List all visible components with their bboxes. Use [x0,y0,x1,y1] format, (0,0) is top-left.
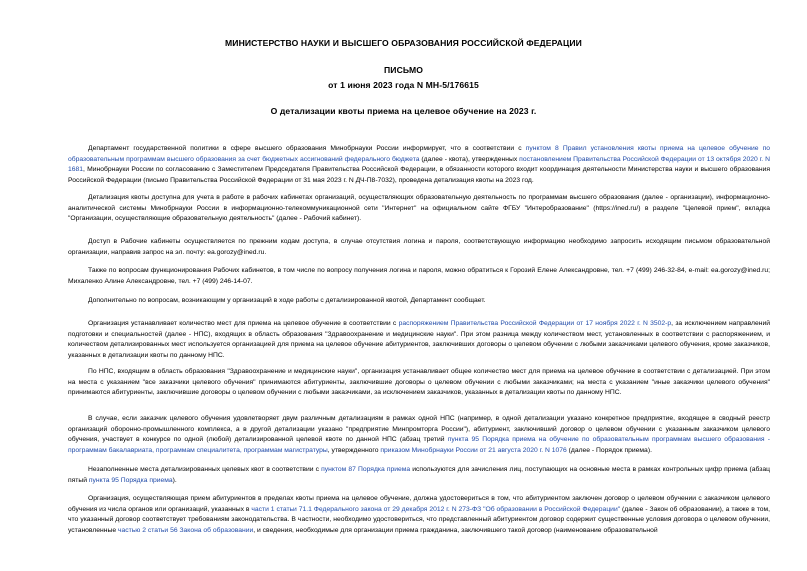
paragraph-text: Организация устанавливает количество мест для приема на целевое обучение в соответствии с [88,320,399,327]
paragraph-text: (далее - Закон об образовании), а также в том, что указанный договор соответствует требованиям законодательства. В частности, необходимо удостовериться, что представленный абитуриентом договор содержит существенные условия договора о целевом обучении, установленные [68,505,771,534]
link-government-decree-1681[interactable]: постановлением Правительства Российской Федерации от 13 октября 2020 г. N 1681 [68,155,770,173]
paragraph-text: используются для зачисления лиц, поступающих на основные места в рамках контрольных цифр приема (абзац пятый [68,466,770,484]
link-admission-procedure-p95[interactable]: пункта 95 Порядка приема на обучение по образовательным программам высшего образования - программам бакалавриата, программам специалитета, программам магистратуры [68,436,770,454]
link-admission-procedure-p95-para5[interactable]: пункта 95 Порядка приема [88,476,173,484]
paragraph-3: Доступ в Рабочие кабинеты осуществляется по прежним кодам доступа, в случае отсутствия логина и пароля, соответствующую информацию необходимо запросить исходящим письмом образовательной организации, направив запрос на эл. почту: ea.gorozy@ined.ru. [68,238,770,256]
paragraph-9 [68,465,770,486]
paragraph-8 [68,414,770,456]
paragraph-10 [68,494,770,536]
link-order-1076[interactable]: приказом Минобрнауки России от 21 августа 2020 г. N 1076 [380,446,567,454]
paragraph-2: Детализация квоты доступна для учета в работе в рабочих кабинетах организаций, осуществляющих образовательную деятельность по программам высшего образования (далее - организации), информационно-аналитической системы Минобрнауки России в информационно-телекоммуникационной сети "Интернет" на официальном сайте ФГБУ "Интеробразование" (https://ined.ru/) в разделе "Целевой прием", вкладка "Организации, осуществляющие образовательную деятельность" (далее - Рабочий кабинет). [68,194,770,222]
document-subject: О детализации квоты приема на целевое обучение на 2023 г. [270,106,537,116]
paragraph-text: В случае, если заказчик целевого обучения удовлетворяет двум различным детализациям в рамках одной НПС (например, в одной детализации указано конкретное предприятие, входящее в сводный реестр организаций оборонно-промышленного комплекса, а в другой детализации указано "предприятие Минпромторга России"), абитуриент, заключивший договор о целевом обучении с указанным заказчиком целевого обучения, участвует в конкурсе по одной (любой) детализированной целевой квоте по данной НПС (абзац третий [68,415,770,443]
paragraph-text: (далее - квота), утвержденных [419,155,520,163]
ministry-heading: МИНИСТЕРСТВО НАУКИ И ВЫСШЕГО ОБРАЗОВАНИЯ РОССИЙСКОЙ ФЕДЕРАЦИИ [225,38,582,48]
paragraph-4: Также по вопросам функционирования Рабочих кабинетов, в том числе по вопросу получения логина и пароля, можно обратиться к Горозий Елене Александровне, тел. +7 (499) 246-32-84, e-mail: ea.gorozy@ined.ru; Михаленко Алине Александровне, тел. +7 (499) 246-14-07. [68,267,770,285]
paragraph-text: Организация, осуществляющая прием абитуриентов в пределах квоты приема на целевое обучение, должна удостовериться в том, что абитуриентом заключен договор о целевом обучении с заказчиком целевого обучения из числа органов или организаций, указанных в [68,495,770,513]
paragraph-text: (далее - Порядок приема). [566,446,652,454]
paragraph-text: Департамент государственной политики в сфере высшего образования Минобрнауки России информирует, что в соответствии с [88,145,526,152]
document-date-number: от 1 июня 2023 года N МН-5/176615 [328,80,479,90]
paragraph-1 [68,144,770,186]
paragraph-text: , Минобрнауки России по согласованию с Заместителем Председателя Правительства Российской Федерации, в обязанности которого входит координация деятельности Министерства науки и высшего образования Российской Федерации (письмо Правительства Российской Федерации от 31 мая 2023 г. N ДЧ-П8-7032), проведена детализация квоты на 2023 год. [68,166,770,184]
link-education-law-art71-1[interactable]: части 1 статьи 71.1 Федерального закона от 29 декабря 2012 г. N 273-ФЗ "Об образовании в Российской Федерации" [251,505,621,513]
paragraph-text: , и сведения, необходимые для организации приема гражданина, заключившего такой договор (наименование образовательной [253,526,658,534]
paragraph-text: ). [172,476,177,484]
document-type: ПИСЬМО [384,65,423,75]
link-government-order-3502r[interactable]: распоряжением Правительства Российской Федерации от 17 ноября 2022 г. N 3502-р [398,320,672,327]
paragraph-7: По НПС, входящим в область образования "Здравоохранение и медицинские науки", организация устанавливает общее количество мест для приема на целевое обучение в соответствии с детализацией. При этом на места с указанием "все заказчики целевого обучения" принимаются абитуриенты, заключившие договоры о целевом обучении с любыми заказчиками; на места с указанием "иные заказчики целевого обучения" принимаются абитуриенты, заключившие договоры о целевом обучении с любыми заказчиками, за исключением заказчиков, указанных в детализации квоты по данному НПС. [68,368,770,396]
link-quota-rules-p8[interactable]: пунктом 8 Правил установления квоты приема на целевое обучение по образовательным программам высшего образования за счет бюджетных ассигнований федерального бюджета [68,145,770,163]
paragraph-text: Незаполненные места детализированных целевых квот в соответствии с [88,466,322,473]
paragraph-text: , утвержденного [327,446,381,454]
link-admission-procedure-p87[interactable]: пунктом 87 Порядка приема [321,466,411,473]
link-education-law-art56[interactable]: частью 2 статьи 56 Закона об образовании [118,526,254,534]
paragraph-6 [68,319,770,361]
paragraph-text: , за исключением направлений подготовки и специальностей (далее - НПС), входящих в область образования "Здравоохранение и медицинские науки". При этом разница между количеством мест, установленных в соответствии с распоряжением, и количеством детализированных мест используется организацией для приема на целевое обучение абитуриентов, заключивших договоры о целевом обучении с любыми заказчиками целевого обучения, кроме заказчиков, указанных в детализации квоты по данному НПС. [68,320,770,359]
paragraph-5: Дополнительно по вопросам, возникающим у организаций в ходе работы с детализированной квотой, Департамент сообщает. [88,297,486,304]
